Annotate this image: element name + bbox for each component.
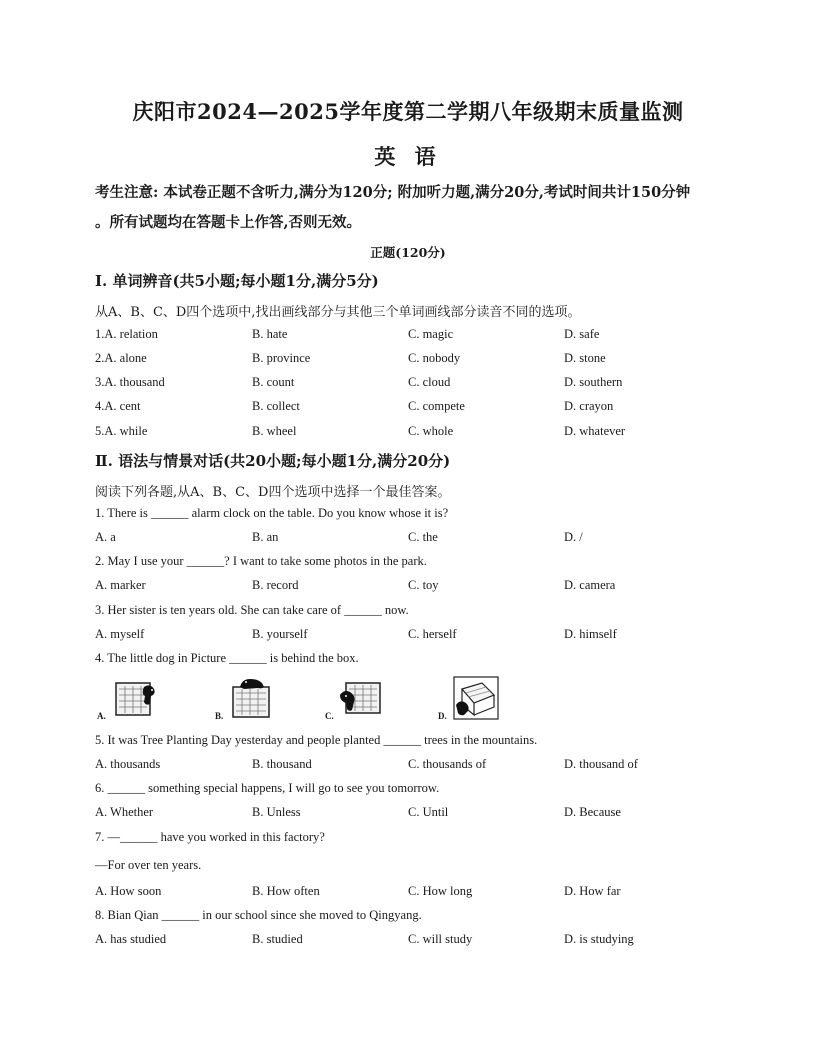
option-c: C. nobody	[408, 351, 461, 365]
question-stem: 2. May I use your ______? I want to take some photos in the park.	[95, 554, 427, 568]
section1-heading: Ⅰ. 单词辨音(共5小题;每小题1分,满分5分)	[95, 272, 379, 290]
option-b: B. province	[252, 351, 311, 365]
option-a: A. thousands	[95, 757, 161, 771]
option-a: A. myself	[95, 627, 145, 641]
exam-notice-line2: 。所有试题均在答题卡上作答,否则无效。	[95, 214, 362, 231]
option-c: C. Until	[408, 805, 449, 819]
option-a: 4.A. cent	[95, 399, 141, 413]
question-stem: 5. It was Tree Planting Day yesterday and people planted ______ trees in the mountains.	[95, 733, 538, 747]
option-c: C. thousands of	[408, 757, 487, 771]
option-b: B. hate	[252, 327, 288, 341]
option-b: B. an	[252, 530, 279, 544]
option-a: 2.A. alone	[95, 351, 147, 365]
picture-c-dog-in-front-of-box	[338, 675, 386, 721]
option-d: D. safe	[564, 327, 600, 341]
option-b: B. thousand	[252, 757, 312, 771]
option-c: C. toy	[408, 578, 439, 592]
option-b: B. Unless	[252, 805, 301, 819]
option-d: D. Because	[564, 805, 621, 819]
part-label: 正题(120分)	[370, 245, 446, 260]
option-c: C. compete	[408, 399, 465, 413]
option-d: D. southern	[564, 375, 623, 389]
option-b: B. studied	[252, 932, 303, 946]
picture-b-dog-on-box	[228, 675, 276, 721]
option-b: B. record	[252, 578, 299, 592]
dialogue-reply: —For over ten years.	[95, 858, 202, 872]
option-a: A. has studied	[95, 932, 167, 946]
picture-label-c: C.	[325, 711, 334, 721]
option-a: 1.A. relation	[95, 327, 158, 341]
option-c: C. magic	[408, 327, 454, 341]
picture-label-a: A.	[97, 711, 106, 721]
option-a: A. marker	[95, 578, 146, 592]
option-b: B. count	[252, 375, 295, 389]
option-d: D. crayon	[564, 399, 614, 413]
option-c: C. will study	[408, 932, 473, 946]
picture-d-dog-behind-box	[452, 675, 500, 721]
question-stem: 6. ______ something special happens, I will go to see you tomorrow.	[95, 781, 440, 795]
option-b: B. collect	[252, 399, 300, 413]
picture-label-d: D.	[438, 711, 447, 721]
option-c: C. herself	[408, 627, 457, 641]
question-stem: 3. Her sister is ten years old. She can take care of ______ now.	[95, 603, 409, 617]
option-b: B. How often	[252, 884, 320, 898]
question-stem: 7. —______ have you worked in this factory?	[95, 830, 325, 844]
option-a: 3.A. thousand	[95, 375, 165, 389]
option-a: A. a	[95, 530, 116, 544]
picture-label-b: B.	[215, 711, 224, 721]
option-c: C. How long	[408, 884, 473, 898]
question-stem: 8. Bian Qian ______ in our school since she moved to Qingyang.	[95, 908, 422, 922]
option-c: C. the	[408, 530, 438, 544]
option-b: B. wheel	[252, 424, 297, 438]
option-c: C. cloud	[408, 375, 451, 389]
option-d: D. is studying	[564, 932, 634, 946]
option-d: D. himself	[564, 627, 617, 641]
option-d: D. stone	[564, 351, 606, 365]
option-d: D. camera	[564, 578, 616, 592]
option-b: B. yourself	[252, 627, 308, 641]
option-d: D. How far	[564, 884, 621, 898]
exam-notice-line1: 考生注意: 本试卷正题不含听力,满分为120分; 附加听力题,满分20分,考试时间共计150分钟	[95, 184, 691, 201]
picture-a-dog-beside-box	[110, 675, 158, 721]
option-c: C. whole	[408, 424, 454, 438]
option-a: A. How soon	[95, 884, 162, 898]
option-a: A. Whether	[95, 805, 154, 819]
section2-heading: Ⅱ. 语法与情景对话(共20小题;每小题1分,满分20分)	[95, 452, 451, 470]
option-d: D. whatever	[564, 424, 626, 438]
question-stem: 4. The little dog in Picture ______ is behind the box.	[95, 651, 359, 665]
option-d: D. /	[564, 530, 583, 544]
page-title: 庆阳市2024—2025学年度第二学期八年级期末质量监测	[132, 99, 684, 124]
section2-instruction: 阅读下列各题,从A、B、C、D四个选项中选择一个最佳答案。	[95, 485, 451, 500]
option-d: D. thousand of	[564, 757, 638, 771]
option-a: 5.A. while	[95, 424, 148, 438]
question-stem: 1. There is ______ alarm clock on the table. Do you know whose it is?	[95, 506, 449, 520]
subject-title: 英 语	[374, 144, 442, 169]
section1-instruction: 从A、B、C、D四个选项中,找出画线部分与其他三个单词画线部分读音不同的选项。	[95, 305, 581, 320]
